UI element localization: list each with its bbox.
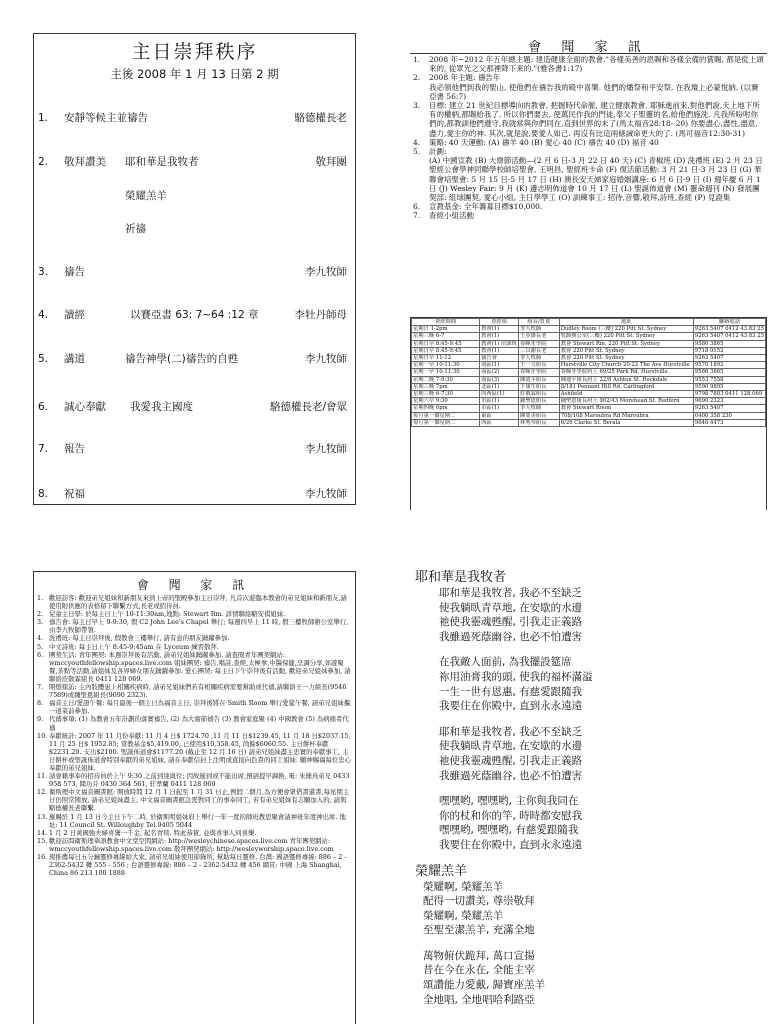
notice-text: 中文詩班: 每主日上午 8:45-9:45am 在 Lyceum 練習敬拜.	[49, 642, 219, 651]
table-cell: 星期三晚 6-7	[412, 333, 480, 340]
song-extra: 祈禱	[125, 223, 146, 235]
table-row	[412, 412, 766, 419]
row-number: 5.	[38, 353, 49, 365]
notices-title: 會 聞 家 訊	[136, 578, 253, 592]
row-detail: 以賽亞書 63: 7~64 :12 章	[130, 309, 259, 321]
lyric-line: 配得一切讚美, 尊崇敬拜	[423, 895, 535, 908]
table-cell: 春暉牙學院	[519, 340, 560, 347]
table-cell: 星期日早 8:45-9:45	[412, 340, 480, 347]
row-detail: 我愛我主國度	[130, 401, 193, 413]
table-cell: 8/181 Pennant Hill Rd. Carlingford	[559, 383, 693, 390]
table-header-cell: 查經時間	[412, 319, 480, 326]
lyric-line: 全地唱, 全地唱哈利路亞	[423, 993, 535, 1006]
row-person: 李九牧師	[305, 443, 347, 455]
table-cell: 星期三晚 7pm	[412, 383, 480, 390]
row-number: 3.	[38, 266, 49, 278]
notice-text: 計劃:	[429, 147, 447, 157]
notice-item	[37, 699, 352, 715]
notice-number: 2.	[413, 73, 421, 83]
lyric-line: 嘿嘿哟, 嘿嘿哟, 主你與我同在	[439, 795, 579, 808]
notice-text: (A) 中國宣教 (B) 大齋節活動—(2 月 6 日-3 月 22 日 40 天) (C) 青椒班 (D) 洗禮班 (E) 2 月 23 日聖經公會學神同聯學校師培聖會, 王明昌, 聖經班卡命 (F) 復活節活動: 3 月 21 日-3 月 23 日 (G) 華聯會培聖會: 5 月 15 日-5 月 17 日 (H) 澳長安天婦家庭婚姻講座: 6 月 6 日-9 日 (I) 週年慶 6 月 1 日 (J) Wesley Fair: 9 月 (K) 邊志明佈道會 10 月 17 日 (L) 聖誕佈道會 (M) 靈命週刊 (N) 發展團契部: 組球團契, 愛心小組, 主日學學工 (O) 訓練事工: 招待,音響,敬拜,詩班,查經 (P) 見證集	[429, 156, 763, 203]
notice-item	[413, 55, 764, 73]
table-cell: 北區(1)	[480, 383, 519, 390]
table-cell: 星期一早 10-11:30	[412, 369, 480, 376]
notice-number: 7.	[37, 683, 44, 692]
table-header-cell: 組長/負責	[519, 319, 560, 326]
lyric-line: 頌讚能力愛戴, 歸寶座羔羊	[423, 979, 546, 992]
notice-number: 13.	[37, 812, 48, 821]
row-number: 4.	[38, 309, 49, 321]
worship-subtitle: 主後 2008 年 1 月 13 日第 2 期	[110, 67, 279, 81]
worship-row	[34, 442, 355, 456]
table-cell: 9586 3865	[693, 340, 765, 347]
table-row	[412, 340, 766, 347]
worship-row	[34, 487, 355, 501]
song-gap	[415, 853, 765, 864]
lyric-line: 我要住在你殿中, 直到永永遠遠	[439, 700, 583, 713]
bible-study-table	[411, 318, 766, 427]
lyric-line: 萬物俯伏跪拜, 萬口宣揚	[423, 949, 535, 962]
table-cell: 9263 5407	[693, 405, 765, 412]
table-cell: 王亞雄長老	[519, 333, 560, 340]
notice-text: 開燈探訪: 主內肢體患上相關疾病時, 請弟兄姐妹們若有相關疾病需要幫助或代禱,請聯絡王一力組長(9546 7589)或鍾聖恩組長(9690 2323).	[49, 683, 347, 700]
table-cell: 9690 2323	[693, 398, 765, 405]
title-divider	[410, 53, 767, 54]
notice-number: 14.	[37, 828, 48, 837]
lyric-line: 耶和華是我牧者, 我必不至缺乏	[439, 587, 583, 599]
notice-item	[37, 772, 352, 788]
row-item: 講道	[64, 353, 85, 365]
notice-text: 奉獻統計: 2007 年 11 月份奉獻: 11 月 4 日$ 1724.70 ,11 月 11 日$1239.45, 11 月 18 日$2037.15, 11 月 25 日$ 1952.85; 當教基金$5,419.00, 已使用$10,358.45, 尚餘$6060.55. 主日餅杯奉獻 $2231.20. 支出$2100. 聖誕佈道會$1177.20 (截止至 12 月 16 日) 請弟兄姐妹盡主忠實的奉獻事工, 主日餅杯或聖誕佈道會特別奉獻的弟兄姐妹, 請在奉獻信封上注明或直接向負責的同工姐妹. 願神賜福每位忠心奉獻的弟兄姐妹.	[49, 731, 352, 772]
lyric-line: 我雖過死蔭幽谷, 也必不怕遭害	[439, 769, 583, 782]
worship-row	[34, 308, 355, 322]
table-cell: 教會 Stewart Rm, 220 Pitt St. Sydney	[559, 340, 693, 347]
notices-top-panel	[410, 33, 767, 510]
worship-row	[34, 352, 355, 366]
table-row	[412, 398, 766, 405]
table-cell: 林秀琴組長	[519, 419, 560, 426]
table-cell: 春暉牙學院府上 69/25 Park Rd, Hurstville	[559, 369, 693, 376]
table-cell: 9586 3865	[693, 369, 765, 376]
notice-number: 5.	[413, 147, 421, 157]
notice-list	[37, 594, 352, 877]
table-header-cell: 聯絡電話	[693, 319, 765, 326]
table-cell: 教會 Stewart Room	[559, 405, 693, 412]
song-title-1: 耶和華是我牧者	[415, 570, 507, 585]
notice-number: 1.	[37, 594, 44, 602]
table-cell: 星期日早 8:45-9:45	[412, 347, 480, 354]
table-row	[412, 391, 766, 398]
table-cell: Ashfield	[559, 391, 693, 398]
lyric-line: 榮耀啊, 榮耀羔羊	[423, 880, 504, 893]
table-cell: 每月第一個星期二	[412, 419, 480, 426]
lyric-line: 至聖至潔羔羊, 充滿全地	[423, 924, 535, 937]
notice-text: 我必領他們到我的聖山, 使他們在禱告我的殿中喜樂. 他們的燔祭和平安祭, 在我壇上必蒙悅納. (以賽亞書 56:7)	[429, 82, 759, 101]
table-row	[412, 347, 766, 354]
notice-text: 策略: 40 天運動: (A) 禱羊 40 (B) 愛心 40 (C) 禱告 40 (D) 福音 40	[429, 137, 659, 147]
notice-text: 現推薦每日五分鐘靈修專線給大家, 請弟兄姐妹使用節錄所, 幫助每日靈修. 台灣: 國語靈修專線: 886 – 2 - 2362-5432 轉 555 - 556 ; 台語靈修專線: 886 – 2 - 2362-5432 轉 456 網頁: 中國 上海 Shanghai, China 86 213 100 1888	[49, 853, 347, 878]
table-cell: 市區(1)	[480, 398, 519, 405]
row-person: 李牡丹師母	[294, 309, 347, 321]
table-cell: 教會(1)	[480, 326, 519, 333]
row-item: 誠心奉獻	[64, 401, 106, 413]
notice-item	[37, 788, 352, 812]
notice-text: 代禱事項: (1) 為教會五年計劃的落實禱告, (2) 為大齋節禱告 (3) 教會家庭聚 (4) 中國教會 (5) 為病痛者代禱	[49, 715, 349, 732]
lyric-line: 你的杖和你的竿, 時時都安慰我	[439, 809, 583, 822]
table-row	[412, 369, 766, 376]
lyric-line: 榮耀啊, 榮耀羔羊	[423, 909, 504, 922]
notice-number: 2.	[37, 610, 44, 619]
table-cell: 6/26 Clarke St. Berala	[559, 419, 693, 426]
table-row	[412, 383, 766, 390]
notice-item	[37, 853, 352, 877]
notice-text: 歡迎訪客: 歡迎弟兄姐妹和新朋友來到上帝的聖殿參加主日崇拜, 凡首次蒞臨本教會的弟兄姐妹和新朋友,請使用附供應的表格留下聯繫方式,長老或招待員.	[49, 594, 347, 611]
row-person: 李九牧師	[305, 488, 347, 500]
notice-number	[413, 156, 429, 202]
notice-item	[413, 156, 764, 202]
notice-text: 團契生活: 青年團契: 本週崇拜後有活動, 請弟兄姐妹踴躍參加. 請查閱青年團契網站: wmccyouthfellowship.spaces.live.com 姐妹團契: 禱告,唱詩,查經,太極拳,中醫保健,烹調分享,郊遊聚餐,茶點等活動,請姐妹及各界婦女朋友踴躍參加. 愛心團契: 每主日下午崇拜後有活動, 歡迎弟兄姐妹參加, 請聯絡莊敬霖組長 0411 128 069.	[49, 650, 351, 683]
lyric-line: 使我躺臥青草地, 在安歇的水邊	[439, 601, 583, 614]
table-cell: 708/108 Maroubra Rd Maroubra	[559, 412, 693, 419]
lyric-line: 祂使我靈魂甦醒, 引我走正義路	[439, 616, 583, 629]
table-cell: 9553 7558	[693, 376, 765, 383]
notices-bottom-panel	[33, 571, 356, 1024]
row-detail: 禱告神學(二)禱告的自甦	[125, 353, 239, 365]
table-cell: 內西區(1)	[480, 391, 519, 398]
table-cell: 南區(1)	[480, 362, 519, 369]
notice-text: 宣教基金: 全年籌募目標$10,000.	[429, 202, 543, 212]
table-cell: 星期日 1-2pm	[412, 326, 480, 333]
row-person: 駱德權長老/會眾	[269, 401, 347, 413]
row-person: 李九牧師	[305, 353, 347, 365]
notice-item	[37, 643, 352, 651]
lyric-line: 一生一世有恩惠, 有慈愛跟隨我	[439, 685, 583, 698]
worship-row	[34, 155, 355, 169]
table-cell: 星期三晚 6-7:30	[412, 391, 480, 398]
notice-number	[413, 83, 429, 101]
notice-item	[37, 732, 352, 772]
notice-number: 12.	[37, 788, 48, 797]
lyric-line: 在我敵人面前, 為我擺設筵席	[439, 656, 572, 669]
notice-item	[413, 101, 764, 138]
table-header-row	[412, 319, 766, 326]
notice-number: 3.	[413, 101, 421, 111]
lyric-line: 祂使我靈魂甦醒, 引我走正義路	[439, 754, 583, 767]
table-cell: 9646 4473	[693, 419, 765, 426]
notice-number: 4.	[37, 634, 44, 643]
notice-item	[37, 829, 352, 837]
notice-number: 8.	[37, 699, 44, 708]
notice-number: 15.	[37, 836, 48, 845]
notice-number: 10.	[37, 731, 48, 740]
table-cell: 教會(1)	[480, 347, 519, 354]
song-extra: 榮耀羔羊	[125, 190, 167, 202]
worship-title: 主日崇拜秩序	[131, 41, 258, 63]
notice-number: 4.	[413, 137, 421, 147]
notice-text: 兒童主日學: 於每主日上午 10-11:30am,地點: Stewart Rm. 詳情聯絡駱安祺姐妹.	[49, 610, 286, 619]
notice-number: 3.	[37, 618, 44, 627]
table-cell: 鍾聖恩組長府上 902/43 Morehead St. Redfern	[559, 398, 693, 405]
stanza-gap	[415, 644, 765, 655]
lyric-line: 昔在今在永在, 全能主宰	[423, 964, 535, 977]
table-body	[412, 326, 766, 427]
notice-text: 請會籍事奉的招待員於上午 9:30 之前到達崗位; 因故遲到或不能出席,預請提早調換, 電: 朱簡鳥弟兄 0433 958 573, 聞功芬 0430 364 561, 莊孝蘭 0411 128 069	[49, 772, 350, 789]
table-cell: 教會(1)	[480, 333, 519, 340]
table-cell: 9263 5407	[693, 355, 765, 362]
song-title-2: 榮耀羔羊	[415, 863, 468, 879]
table-cell: 教會 220 Pitt St. Sydney	[559, 355, 693, 362]
notice-number: 6.	[37, 650, 44, 659]
row-person: 李九牧師	[305, 266, 347, 278]
worship-row	[34, 265, 355, 279]
table-cell: 牧師辦公室(三樓) 220 Pitt St. Sydney	[559, 333, 693, 340]
notice-item	[37, 837, 352, 853]
table-cell: 教會(1) 培訓班	[481, 340, 517, 347]
table-cell: 南區(2)	[480, 369, 519, 376]
table-cell: 三以謝長老	[519, 347, 560, 354]
notice-number: 6.	[413, 202, 421, 212]
row-item: 禱告	[64, 266, 85, 278]
notice-number: 5.	[37, 642, 44, 651]
row-number: 8.	[38, 488, 49, 500]
table-cell: 下康生組長	[519, 383, 560, 390]
table-cell: 星期日早 11-12	[412, 355, 480, 362]
notice-item	[37, 594, 352, 610]
table-cell: 星期二晚 7-9:30	[412, 376, 480, 383]
worship-row	[34, 111, 355, 125]
row-item: 讀經	[64, 309, 85, 321]
lyric-line: 使我躺臥青草地, 在安歇的水邊	[439, 740, 583, 753]
notice-item	[413, 73, 764, 82]
table-cell: 市區(1)	[480, 405, 519, 412]
notice-item	[413, 147, 764, 156]
notice-item	[37, 618, 352, 634]
notice-number: 16.	[37, 853, 48, 861]
table-header-cell: 查經組	[480, 319, 519, 326]
notice-number: 9.	[37, 715, 44, 724]
table-row	[412, 362, 766, 369]
notice-list	[413, 55, 764, 221]
table-row	[412, 405, 766, 412]
table-cell: 星期一早 10-11:30	[412, 362, 480, 369]
row-item: 報告	[64, 443, 85, 455]
table-cell: 陳榮美組長	[519, 412, 560, 419]
lyric-line: 耶和華是我牧者, 我必不至缺乏	[439, 725, 583, 738]
row-item: 祝福	[64, 488, 85, 500]
notice-text: 福音主日/愛證午餐: 每月最後一個主日為福音主日, 崇拜後將在 Smith Room 舉行愛筵午餐, 請弟兄姐妹攜一道菜前參加.	[49, 699, 351, 716]
notice-item	[413, 138, 764, 147]
table-cell: 南區(3)	[480, 376, 519, 383]
stanza-gap	[415, 783, 765, 794]
table-cell: 王一力組長	[519, 362, 560, 369]
stanza-gap	[415, 714, 765, 725]
row-number: 2.	[38, 156, 49, 168]
table-cell: 9263 5407 0412 43 83 25	[694, 333, 764, 340]
notice-item	[413, 211, 764, 220]
table-cell: Hurstville City Church 20-22 The Ave Hurstville	[559, 362, 693, 369]
notice-item	[413, 83, 764, 101]
table-cell: 西區	[480, 419, 519, 426]
notice-item	[37, 651, 352, 683]
notice-text: 羅賜於 1 月 13 日今主日下午二時, 於衛斯明姐妹府上舉行一年一度的師班教思聚會請神班年度神出席. 地址: 11 Council St. Willoughby Tel.9405 5044	[49, 812, 346, 829]
lyric-line: 我雖過死蔭幽谷, 也必不怕遭害	[439, 630, 583, 643]
table-cell: 9590 9895	[693, 383, 765, 390]
table-cell: 陳迪平組長	[519, 376, 560, 383]
notice-text: 1 月 2 日黃國強夫婦喜獲一千金, 起名青琰. 特此恭賀, 並與喜事人同喜樂.	[49, 828, 257, 837]
table-cell: 陳迪平組長府上 22/8 Ashton St. Rockdale	[559, 376, 693, 383]
row-number: 6.	[38, 401, 49, 413]
table-cell: 東區	[480, 412, 519, 419]
table-cell: 禱告會	[480, 355, 519, 362]
notice-text: 洗禮班: 每主日崇拜後, 假教會三樓舉行, 請有意的朋友踴躍參加.	[49, 634, 230, 643]
notice-item	[37, 813, 352, 829]
notice-text: 2008 年主題: 禱告年	[429, 73, 501, 83]
notice-text: 衛斯理中文福音圖書館: 開放時間 12 月 1 日起至 1 月 31 日止,例假二個月,為方便會眾借書還書,每星期主日仍照常開放, 請弟兄姐妹盡主, 中文福音圖書館急需對同工的事奉同工, 若有弟兄姐妹有志願加入的, 請與駱德權長老聯繫.	[49, 788, 350, 813]
table-cell: 星期六早 9:30	[412, 398, 480, 405]
notice-number: 11.	[37, 772, 48, 781]
bible-study-table-box	[410, 317, 767, 510]
table-header-cell: 地址	[559, 319, 693, 326]
table-cell: 李九牧師	[519, 326, 560, 333]
table-row	[412, 419, 766, 426]
table-row	[412, 376, 766, 383]
table-cell: 9798 7883 0411 128 069	[693, 391, 765, 398]
table-cell: 每月第一個星期二	[412, 412, 480, 419]
table-cell: 0400 358 230	[693, 412, 765, 419]
table-cell: 李九牧師	[519, 405, 560, 412]
table-row	[412, 355, 766, 362]
notice-text: 禱告會: 每主日早上 9-9:30, 假 C2 John Lee's Chapel 舉行; 每週四早上 11 時, 假三樓牧師辦公室舉行, 由李九牧師帶領.	[49, 618, 349, 635]
row-item: 敬拜讚美	[64, 156, 106, 168]
notice-text: 歡迎訪問衛斯理華語教會中文堂空間網站: http://wesleychinese.spaces.live.com 青年團契網站: wmccyouthfellowship.spaces.live.com 敬拜團契網站: http://wesleyworship.space.live.com	[49, 836, 334, 853]
worship-order-panel	[33, 33, 356, 505]
hymn-lyrics-panel	[415, 570, 765, 1024]
lyric-line: 祢用油膏我的頭, 使我的福杯滿溢	[439, 670, 593, 683]
row-number: 1.	[38, 112, 49, 124]
table-cell: 莊敬霖組長	[519, 391, 560, 398]
notices-title: 會 聞 家 訊	[528, 40, 649, 55]
lyric-line: 我要住在你殿中, 直到永永遠遠	[439, 838, 583, 851]
table-cell: 9718 0152	[693, 347, 765, 354]
table-row	[412, 326, 766, 333]
row-person: 駱德權長老	[294, 112, 347, 124]
notice-text: 2008 年~2012 年五年總主題: 建造健康全面的教會."各樣美善的恩賜和各樣全備的賞賜, 都是從上頭來的, 從眾光之父那裡降下來的."(雅各書1:17)	[429, 55, 764, 74]
notice-text: 目標: 建立 21 世紀目標導向的教會, 把握時代命脈, 建立健康教會. 耶穌進前來,對他們說,天上地下所有的權柄,都賜給我了. 所以你們要去, 使萬民作我的門徒,奉父子聖靈的名,給他們施洗. 凡我所吩咐你們的,都教訓他們遵守,我就常與你們同在,直到世界的末了(馬太福音28:18- 20) 你要盡心,盡性,盡意,盡力,愛主你的神. 其次,就是說,要愛人如己. 再沒有比這兩條誡命更大的了. (馬可福音12:30-31)	[429, 101, 760, 138]
table-cell: Dudley Room (三樓) 220 Pitt St. Sydney	[559, 326, 693, 333]
table-cell: 9570 1892	[693, 362, 765, 369]
notice-item	[37, 715, 352, 731]
row-number: 7.	[38, 443, 49, 455]
table-cell: 李九牧師	[519, 355, 560, 362]
row-detail: 耶和華是我牧者	[125, 156, 199, 168]
table-cell: 鍾聖恩組長	[519, 398, 560, 405]
lyric-line: 嘿嘿哟, 嘿嘿哟, 有慈愛跟隨我	[439, 824, 579, 837]
table-row	[412, 333, 766, 340]
row-item: 安靜等候主並禱告	[64, 112, 148, 124]
table-cell: 星期四晚 6pm	[412, 405, 480, 412]
notice-number: 1.	[413, 55, 421, 64]
stanza-gap	[415, 938, 765, 949]
table-cell: 教會 220 Pitt St. Sydney	[559, 347, 693, 354]
worship-row	[34, 400, 355, 414]
row-person: 敬拜團	[315, 156, 347, 168]
table-cell: 9263 5407 0412 43 83 25	[694, 326, 764, 333]
notice-text: 查經小組活動	[429, 211, 474, 221]
notice-number: 7.	[413, 211, 421, 221]
notice-item	[37, 683, 352, 699]
table-cell: 春暉牙學院	[519, 369, 560, 376]
notice-item	[37, 634, 352, 642]
